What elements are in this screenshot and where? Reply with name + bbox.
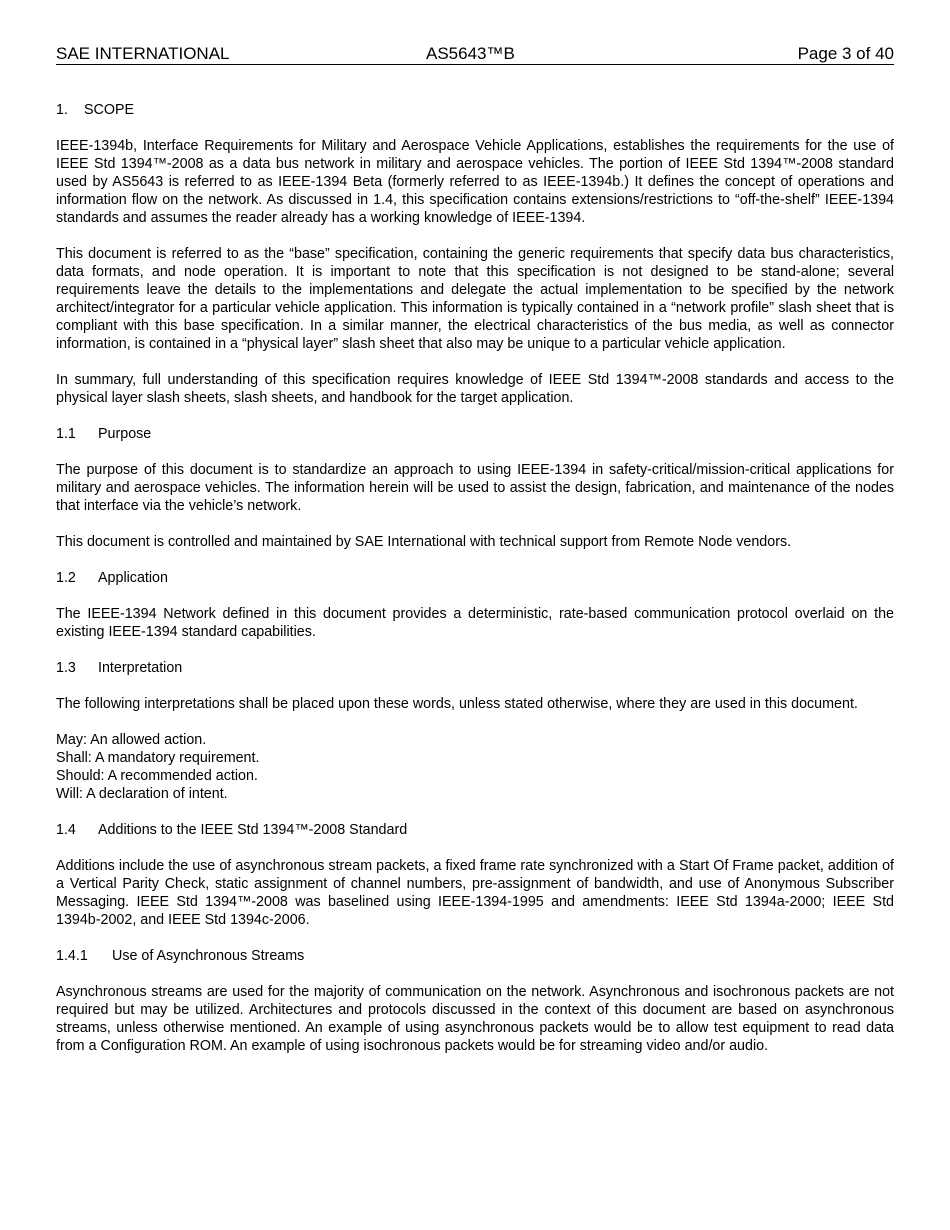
section-title: Interpretation <box>98 660 183 676</box>
async-streams-paragraph-1: Asynchronous streams are used for the majority of communication on the network. Asynchronous and isochronous packets are not required but may be utilized. Architectures and protocols discussed in the context of this document are based on asynchronous streams, unless otherwise mentioned. An example of using asynchronous packets would be to allow test equipment to read data from a Configuration ROM. An example of using isochronous packets would be for streaming video and/or audio. <box>56 984 894 1054</box>
header-page-number: Page 3 of 40 <box>797 44 894 63</box>
header-organization: SAE INTERNATIONAL <box>56 44 230 63</box>
interpretation-paragraph-1: The following interpretations shall be placed upon these words, unless stated otherwise, where they are used in this document. <box>56 696 858 712</box>
section-title: Additions to the IEEE Std 1394™-2008 Standard <box>98 822 408 838</box>
section-title: Use of Asynchronous Streams <box>112 948 305 964</box>
scope-paragraph-1: IEEE-1394b, Interface Requirements for Military and Aerospace Vehicle Applications, establishes the requirements for the use of IEEE Std 1394™-2008 as a data bus network in military and aerospace vehicles. The portion of IEEE Std 1394™-2008 standard used by AS5643 is referred to as IEEE-1394 Beta (formerly referred to as IEEE-1394b.) It defines the concept of operations and information flow on the network. As discussed in 1.4, this specification contains extensions/restrictions to “off-the-shelf” IEEE-1394 standards and assumes the reader already has a working knowledge of IEEE-1394. <box>56 138 894 226</box>
document-body <box>56 65 894 1055</box>
application-paragraph-1: The IEEE-1394 Network defined in this document provides a deterministic, rate-based communication protocol overlaid on the existing IEEE-1394 standard capabilities. <box>56 606 894 640</box>
section-heading-additions <box>56 821 894 839</box>
definition-shall: Shall: A mandatory requirement. <box>56 750 260 766</box>
section-number: 1.2 <box>56 570 76 586</box>
header-document-id: AS5643™B <box>426 44 515 63</box>
section-heading-interpretation <box>56 659 894 677</box>
section-heading-async-streams <box>56 947 894 965</box>
section-heading-application <box>56 569 894 587</box>
section-heading-purpose <box>56 425 894 443</box>
section-number: 1. <box>56 102 68 118</box>
document-page <box>56 44 894 1055</box>
section-title: Application <box>98 570 168 586</box>
definition-should: Should: A recommended action. <box>56 768 258 784</box>
section-number: 1.3 <box>56 660 76 676</box>
purpose-paragraph-2: This document is controlled and maintained by SAE International with technical support from Remote Node vendors. <box>56 534 792 550</box>
section-heading-scope <box>56 101 894 119</box>
section-number: 1.4 <box>56 822 76 838</box>
section-number: 1.4.1 <box>56 948 88 964</box>
additions-paragraph-1: Additions include the use of asynchronous stream packets, a fixed frame rate synchronized with a Start Of Frame packet, addition of a Vertical Parity Check, static assignment of channel numbers, pre-assignment of bandwidth, and use of Anonymous Subscriber Messaging. IEEE Std 1394™-2008 was baselined using IEEE-1394-1995 and amendments: IEEE Std 1394a-2000; IEEE Std 1394b-2002, and IEEE Std 1394c-2006. <box>56 858 894 928</box>
section-number: 1.1 <box>56 426 76 442</box>
section-title: SCOPE <box>84 102 135 118</box>
definition-will: Will: A declaration of intent. <box>56 786 228 802</box>
scope-paragraph-2: This document is referred to as the “base” specification, containing the generic requirements that specify data bus characteristics, data formats, and node operation. It is important to note that this specification is not designed to be stand-alone; several requirements leave the details to the implementations and delegate the actual implementation to be specified by the network architect/integrator for a particular vehicle application. This information is typically contained in a “network profile” slash sheet that is compliant with this base specification. In a similar manner, the electrical characteristics of the bus media, as well as connector information, is contained in a “physical layer” slash sheet that also may be unique to a particular vehicle application. <box>56 246 894 352</box>
purpose-paragraph-1: The purpose of this document is to standardize an approach to using IEEE-1394 in safety-critical/mission-critical applications for military and aerospace vehicles. The information herein will be used to assist the design, fabrication, and maintenance of the nodes that interface via the vehicle’s network. <box>56 462 894 514</box>
section-title: Purpose <box>98 426 152 442</box>
scope-paragraph-3: In summary, full understanding of this specification requires knowledge of IEEE Std 1394™-2008 standards and access to the physical layer slash sheets, slash sheets, and handbook for the target application. <box>56 372 894 406</box>
definition-may: May: An allowed action. <box>56 732 207 748</box>
definitions-list <box>56 731 894 803</box>
page-header <box>56 44 894 65</box>
